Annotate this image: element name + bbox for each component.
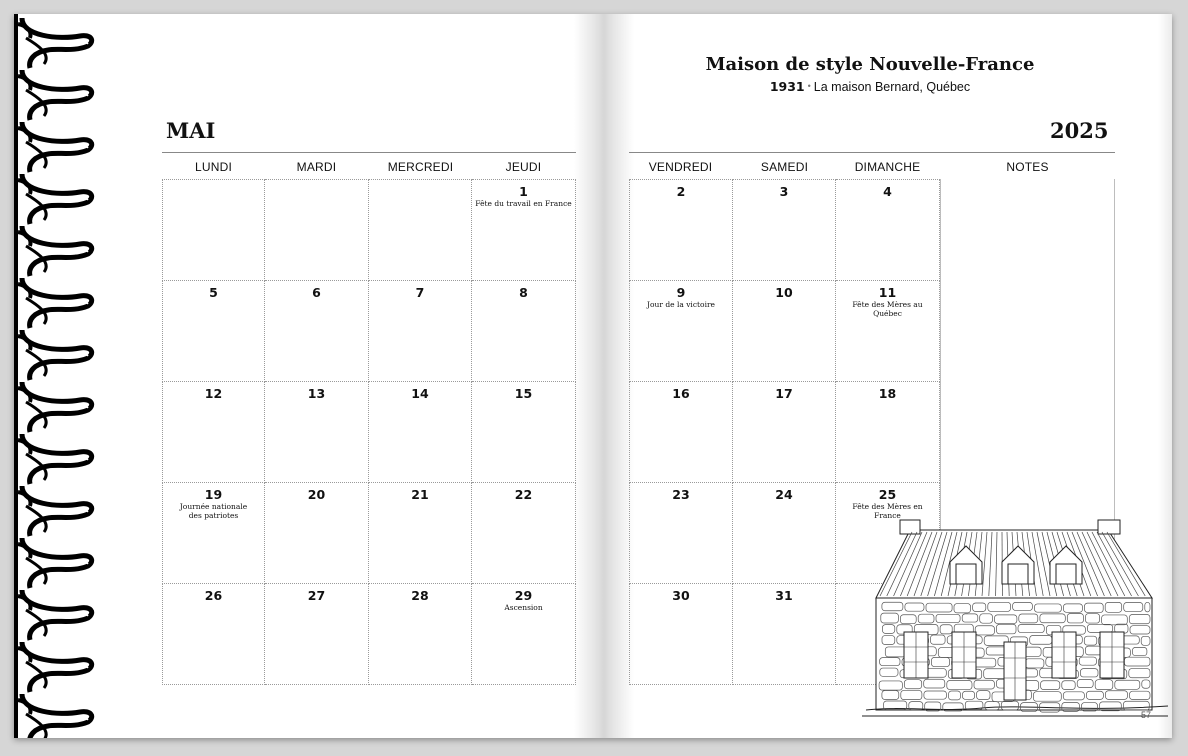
year-title: 2025 [1050, 118, 1109, 143]
day-cell[interactable] [265, 584, 369, 685]
page-number: 57 [1141, 710, 1152, 720]
day-cell[interactable] [836, 179, 940, 281]
day-cell[interactable] [629, 281, 733, 382]
header-mardi: MARDI [296, 160, 337, 174]
day-number: 10 [775, 285, 793, 300]
day-cell[interactable] [836, 281, 940, 382]
header-lundi: LUNDI [194, 160, 232, 174]
day-cell[interactable] [472, 584, 576, 685]
day-number: 5 [209, 285, 218, 300]
day-number: 2 [676, 184, 686, 199]
day-event: Fête des Mères au Québec [852, 300, 923, 318]
day-cell[interactable] [369, 382, 472, 483]
day-number: 27 [307, 588, 326, 603]
day-number: 16 [672, 386, 690, 401]
day-number: 9 [676, 285, 686, 300]
feature-title: Maison de style Nouvelle-France [705, 54, 1035, 75]
day-cell[interactable] [472, 281, 576, 382]
day-cell[interactable] [162, 382, 265, 483]
day-number: 23 [672, 487, 690, 502]
day-number: 31 [775, 588, 793, 603]
day-number: 25 [878, 487, 897, 502]
day-cell[interactable] [472, 382, 576, 483]
header-vendredi: VENDREDI [648, 160, 713, 174]
day-cell[interactable] [629, 382, 733, 483]
day-number: 1 [519, 184, 528, 199]
day-cell[interactable] [162, 179, 265, 281]
day-number: 4 [883, 184, 892, 199]
day-number: 29 [514, 588, 533, 603]
day-cell[interactable] [265, 179, 369, 281]
day-event: Ascension [504, 603, 543, 612]
day-number: 14 [411, 386, 429, 401]
day-number: 26 [204, 588, 223, 603]
day-number: 11 [878, 285, 897, 300]
ornamental-border-icon [14, 14, 110, 738]
day-cell[interactable] [472, 179, 576, 281]
day-number: 19 [204, 487, 223, 502]
day-event: Fête des Mères en France [852, 502, 923, 520]
day-number: 15 [514, 386, 533, 401]
day-number: 30 [672, 588, 690, 603]
day-event: Journée nationale des patriotes [179, 502, 248, 520]
day-cell[interactable] [265, 382, 369, 483]
header-mercredi: MERCREDI [387, 160, 454, 174]
day-number: 28 [411, 588, 429, 603]
day-cell[interactable] [369, 584, 472, 685]
day-number: 22 [514, 487, 533, 502]
day-cell[interactable] [733, 483, 836, 584]
header-notes: NOTES [1006, 160, 1049, 174]
day-cell[interactable] [162, 483, 265, 584]
header-jeudi: JEUDI [505, 160, 542, 174]
day-number: 6 [312, 285, 321, 300]
day-number: 3 [779, 184, 789, 199]
day-number: 13 [307, 386, 326, 401]
day-cell[interactable] [369, 483, 472, 584]
day-number: 24 [775, 487, 793, 502]
right-header-rule [629, 152, 1115, 153]
day-cell[interactable] [162, 281, 265, 382]
day-cell[interactable] [265, 483, 369, 584]
feature-separator: • [807, 81, 811, 91]
day-cell[interactable] [162, 584, 265, 685]
day-number: 8 [519, 285, 528, 300]
book-gutter [574, 14, 634, 738]
day-event: Jour de la victoire [647, 300, 715, 309]
day-cell[interactable] [733, 584, 836, 685]
day-cell[interactable] [265, 281, 369, 382]
header-samedi: SAMEDI [760, 160, 809, 174]
feature-subtitle [700, 79, 1040, 94]
feature-caption: La maison Bernard, Québec [813, 80, 971, 94]
left-header-rule [162, 152, 576, 153]
day-cell[interactable] [369, 179, 472, 281]
day-number: 7 [415, 285, 425, 300]
day-cell[interactable] [472, 483, 576, 584]
day-cell[interactable] [733, 179, 836, 281]
day-cell[interactable] [629, 483, 733, 584]
day-cell[interactable] [629, 179, 733, 281]
stone-house-icon [862, 518, 1172, 724]
header-dimanche: DIMANCHE [854, 160, 921, 174]
day-number: 20 [307, 487, 326, 502]
month-title: MAI [166, 118, 216, 143]
day-cell[interactable] [836, 382, 940, 483]
day-number: 17 [775, 386, 793, 401]
feature-year: 1931 [769, 79, 805, 94]
day-number: 12 [204, 386, 223, 401]
day-cell[interactable] [733, 281, 836, 382]
day-event: Fête du travail en France [475, 199, 572, 208]
day-number: 18 [878, 386, 897, 401]
day-cell[interactable] [629, 584, 733, 685]
day-number: 21 [411, 487, 429, 502]
day-cell[interactable] [733, 382, 836, 483]
day-cell[interactable] [369, 281, 472, 382]
